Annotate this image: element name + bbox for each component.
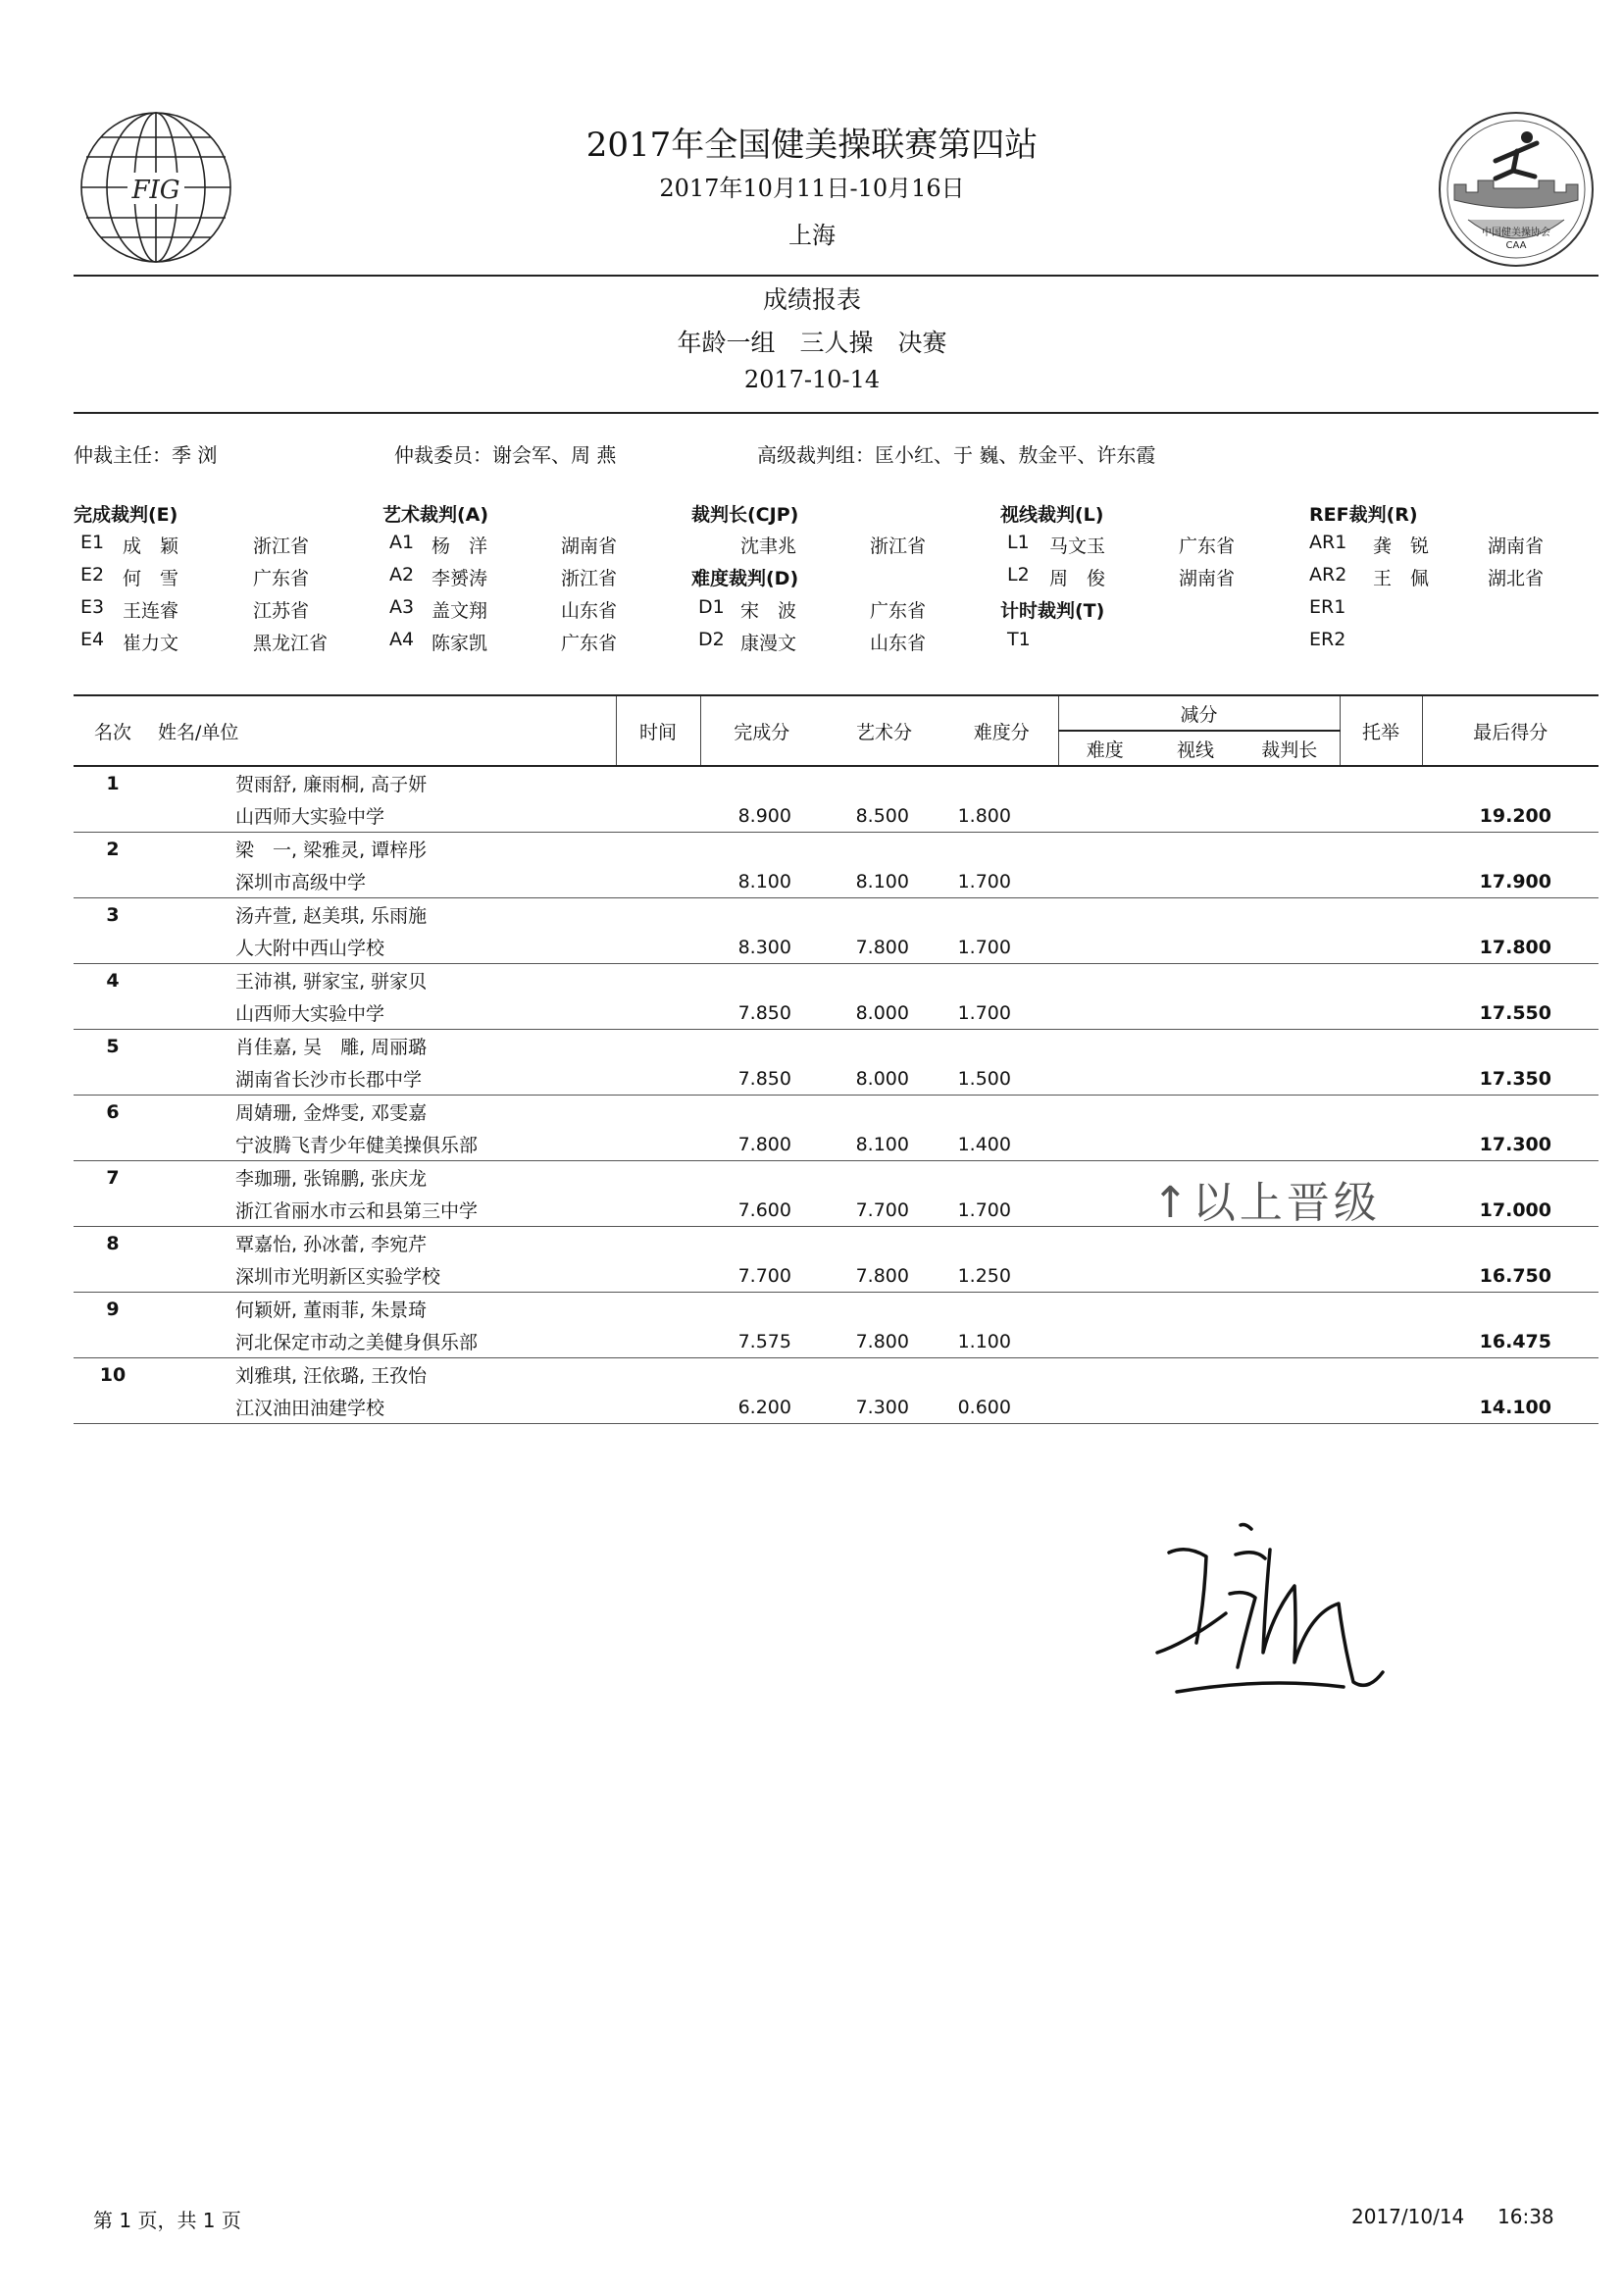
table-row <box>74 996 1599 1030</box>
rank-cell: 7 <box>106 1166 120 1189</box>
difficulty-score: 1.700 <box>945 1194 1058 1227</box>
results-table <box>74 694 1599 1424</box>
team-unit: 人大附中西山学校 <box>152 931 616 964</box>
artistry-score: 7.800 <box>823 1325 945 1358</box>
judge-title-a: 艺术裁判(A) <box>382 504 489 526</box>
judge-title-e: 完成裁判(E) <box>74 504 178 526</box>
col-artistry: 艺术分 <box>823 695 945 766</box>
table-row <box>74 865 1599 898</box>
table-row <box>74 1325 1599 1358</box>
execution-score: 7.700 <box>700 1259 823 1293</box>
execution-score: 8.300 <box>700 931 823 964</box>
col-ded-chief: 裁判长 <box>1240 731 1340 766</box>
print-date: 2017/10/14 <box>1351 2205 1465 2228</box>
difficulty-score: 1.500 <box>945 1062 1058 1096</box>
execution-score: 7.600 <box>700 1194 823 1227</box>
col-ded-difficulty: 难度 <box>1058 731 1151 766</box>
team-names: 王沛祺, 骈家宝, 骈家贝 <box>235 971 428 993</box>
execution-score: 8.900 <box>700 799 823 833</box>
table-row <box>74 1062 1599 1096</box>
report-divider <box>74 412 1599 414</box>
judge-title-l: 视线裁判(L) <box>1000 504 1104 526</box>
col-final: 最后得分 <box>1422 695 1599 766</box>
difficulty-score: 1.800 <box>945 799 1058 833</box>
table-row <box>74 799 1599 833</box>
table-row <box>74 1293 1599 1326</box>
team-unit: 宁波腾飞青少年健美操俱乐部 <box>152 1128 616 1161</box>
team-names: 周婧珊, 金烨雯, 邓雯嘉 <box>235 1102 428 1124</box>
report-subtitle: 年龄一组 三人操 决赛 <box>677 329 947 357</box>
judge-title-t: 计时裁判(T) <box>1000 600 1105 622</box>
team-unit: 河北保定市动之美健身俱乐部 <box>152 1325 616 1358</box>
table-row <box>74 1259 1599 1293</box>
team-names: 刘雅琪, 汪依璐, 王孜怡 <box>235 1365 428 1387</box>
team-names: 肖佳嘉, 吴 雕, 周丽璐 <box>235 1037 428 1058</box>
header-divider <box>74 275 1599 277</box>
arbitration-committee: 仲裁委员：谢会军、周 燕 <box>394 443 617 467</box>
artistry-score: 8.000 <box>823 1062 945 1096</box>
team-names: 覃嘉怡, 孙冰蕾, 李宛芹 <box>235 1234 428 1255</box>
table-row <box>74 1227 1599 1260</box>
final-score: 16.475 <box>1422 1325 1599 1358</box>
col-execution: 完成分 <box>700 695 823 766</box>
artistry-score: 7.800 <box>823 931 945 964</box>
execution-score: 6.200 <box>700 1391 823 1424</box>
final-score: 17.300 <box>1422 1128 1599 1161</box>
final-score: 17.350 <box>1422 1062 1599 1096</box>
final-score: 19.200 <box>1422 799 1599 833</box>
event-title: 2017年全国健美操联赛第四站 <box>585 126 1039 165</box>
difficulty-score: 1.700 <box>945 996 1058 1030</box>
table-row <box>74 931 1599 964</box>
rank-cell: 10 <box>99 1363 127 1386</box>
rank-cell: 6 <box>106 1100 120 1123</box>
table-row <box>74 1358 1599 1392</box>
team-names: 梁 一, 梁雅灵, 谭梓彤 <box>235 840 428 861</box>
difficulty-score: 1.700 <box>945 865 1058 898</box>
team-unit: 深圳市光明新区实验学校 <box>152 1259 616 1293</box>
team-unit: 江汉油田油建学校 <box>152 1391 616 1424</box>
team-names: 汤卉萱, 赵美琪, 乐雨施 <box>235 905 428 927</box>
table-row <box>74 1096 1599 1129</box>
artistry-score: 8.000 <box>823 996 945 1030</box>
judge-title-cjp: 裁判长(CJP) <box>691 504 799 526</box>
table-row <box>74 1391 1599 1424</box>
table-row <box>74 1030 1599 1063</box>
final-score: 17.550 <box>1422 996 1599 1030</box>
final-score: 17.000 <box>1422 1194 1599 1227</box>
report-date: 2017-10-14 <box>743 366 881 393</box>
table-row <box>74 833 1599 866</box>
svg-text:CAA: CAA <box>1505 240 1527 251</box>
rank-cell: 9 <box>106 1298 120 1320</box>
final-score: 17.800 <box>1422 931 1599 964</box>
team-unit: 湖南省长沙市长郡中学 <box>152 1062 616 1096</box>
judge-title-d: 难度裁判(D) <box>691 568 799 589</box>
artistry-score: 7.700 <box>823 1194 945 1227</box>
execution-score: 8.100 <box>700 865 823 898</box>
artistry-score: 7.800 <box>823 1259 945 1293</box>
team-names: 贺雨舒, 廉雨桐, 高子妍 <box>235 774 428 795</box>
col-deduction: 减分 <box>1058 695 1340 731</box>
chief-arbitrator: 仲裁主任：季 浏 <box>74 443 218 467</box>
event-city: 上海 <box>788 222 836 249</box>
svg-text:中国健美操协会: 中国健美操协会 <box>1482 228 1550 238</box>
col-time: 时间 <box>616 695 700 766</box>
col-ded-line: 视线 <box>1151 731 1240 766</box>
table-row <box>74 898 1599 932</box>
report-title: 成绩报表 <box>762 285 861 314</box>
table-row <box>74 964 1599 997</box>
team-unit: 山西师大实验中学 <box>152 799 616 833</box>
senior-panel: 高级裁判组：匡小红、于 巍、敖金平、许东霞 <box>757 443 1156 467</box>
final-score: 14.100 <box>1422 1391 1599 1424</box>
fig-logo-text: FIG <box>131 176 180 205</box>
team-names: 何颖妍, 董雨菲, 朱景琦 <box>235 1300 428 1321</box>
judge-title-ref: REF裁判(R) <box>1309 504 1418 526</box>
col-rank: 名次 <box>74 695 152 766</box>
difficulty-score: 1.700 <box>945 931 1058 964</box>
artistry-score: 7.300 <box>823 1391 945 1424</box>
execution-score: 7.850 <box>700 1062 823 1096</box>
difficulty-score: 0.600 <box>945 1391 1058 1424</box>
qualified-annotation: ↑以上晋级 <box>1152 1178 1381 1228</box>
artistry-score: 8.100 <box>823 1128 945 1161</box>
final-score: 16.750 <box>1422 1259 1599 1293</box>
rank-cell: 2 <box>106 838 120 860</box>
artistry-score: 8.100 <box>823 865 945 898</box>
col-difficulty: 难度分 <box>945 695 1058 766</box>
execution-score: 7.575 <box>700 1325 823 1358</box>
team-unit: 浙江省丽水市云和县第三中学 <box>152 1194 616 1227</box>
difficulty-score: 1.100 <box>945 1325 1058 1358</box>
col-lift: 托举 <box>1340 695 1422 766</box>
rank-cell: 1 <box>106 772 120 794</box>
team-unit: 山西师大实验中学 <box>152 996 616 1030</box>
rank-cell: 5 <box>106 1035 120 1057</box>
execution-score: 7.850 <box>700 996 823 1030</box>
artistry-score: 8.500 <box>823 799 945 833</box>
team-unit: 深圳市高级中学 <box>152 865 616 898</box>
team-names: 李珈珊, 张锦鹏, 张庆龙 <box>235 1168 428 1190</box>
rank-cell: 8 <box>106 1232 120 1254</box>
final-score: 17.900 <box>1422 865 1599 898</box>
difficulty-score: 1.400 <box>945 1128 1058 1161</box>
event-dates: 2017年10月11日-10月16日 <box>659 175 965 202</box>
col-name: 姓名/单位 <box>152 695 616 766</box>
rank-cell: 3 <box>106 903 120 926</box>
table-row <box>74 1128 1599 1161</box>
difficulty-score: 1.250 <box>945 1259 1058 1293</box>
table-row <box>74 766 1599 799</box>
handwritten-signature <box>1147 1496 1402 1711</box>
rank-cell: 4 <box>106 969 120 992</box>
page-indicator: 第 1 页，共 1 页 <box>93 2209 241 2232</box>
print-time: 16:38 <box>1497 2205 1554 2228</box>
arrow-up-icon: ↑ <box>1152 1178 1193 1228</box>
execution-score: 7.800 <box>700 1128 823 1161</box>
